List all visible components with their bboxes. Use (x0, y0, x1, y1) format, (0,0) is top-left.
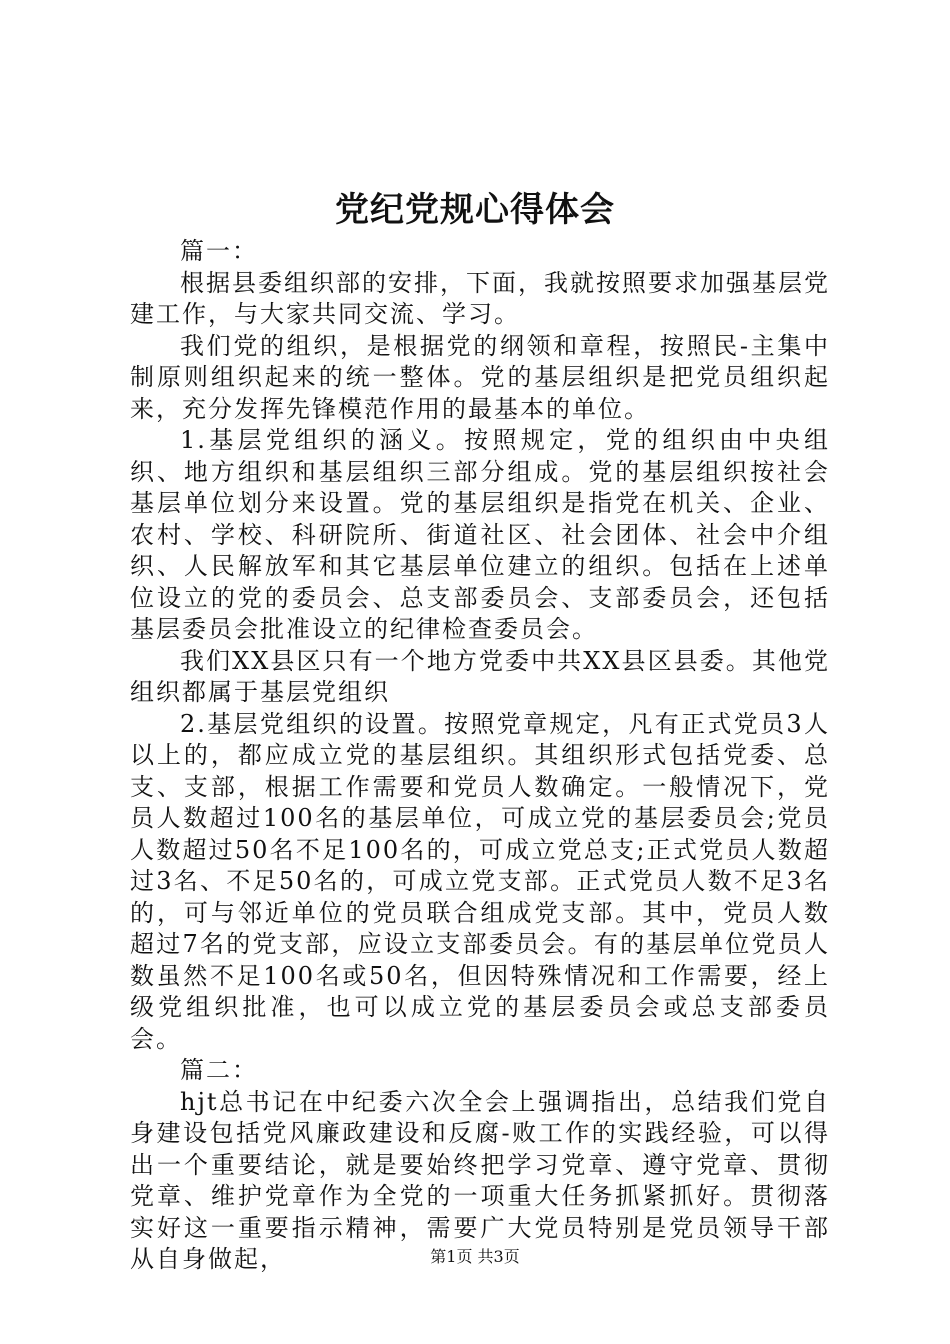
paragraph: 我们XX县区只有一个地方党委中共XX县区县委。其他党组织都属于基层党组织 (130, 646, 830, 706)
document-title: 党纪党规心得体会 (335, 190, 615, 230)
section-heading-two: 篇二： (180, 1056, 258, 1084)
paragraph: 1.基层党组织的涵义。按照规定，党的组织由中央组织、地方组织和基层组织三部分组成。党的基层组织按社会基层单位划分来设置。党的基层组织是指党在机关、企业、农村、学校、科研院所、街道社区、社会团体、社会中介组织、人民解放军和其它基层单位建立的组织。包括在上述单位设立的党的委员会、总支部委员会、支部委员会，还包括基层委员会批准设立的纪律检查委员会。 (130, 426, 830, 643)
paragraph: 我们党的组织，是根据党的纲领和章程，按照民-主集中制原则组织起来的统一整体。党的基层组织是把党员组织起来，充分发挥先锋模范作用的最基本的单位。 (130, 331, 830, 423)
paragraph: 根据县委组织部的安排，下面，我就按照要求加强基层党建工作，与大家共同交流、学习。 (130, 268, 830, 328)
paragraph: 2.基层党组织的设置。按照党章规定，凡有正式党员3人以上的，都应成立党的基层组织。其组织形式包括党委、总支、支部，根据工作需要和党员人数确定。一般情况下，党员人数超过100名的基层单位，可成立党的基层委员会;党员人数超过50名不足100名的，可成立党总支;正式党员人数超过3名、不足50名的，可成立党支部。正式党员人数不足3名的，可与邻近单位的党员联合组成党支部。其中，党员人数超过7名的党支部，应设立支部委员会。有的基层单位党员人数虽然不足100名或50名，但因特殊情况和工作需要，经上级党组织批准，也可以成立党的基层委员会或总支部委员会。 (130, 709, 830, 1053)
page-footer: 第1页 共3页 (430, 1247, 520, 1266)
paragraph: hjt总书记在中纪委六次全会上强调指出，总结我们党自身建设包括党风廉政建设和反腐-败工作的实践经验，可以得出一个重要结论，就是要始终把学习党章、遵守党章、贯彻党章、维护党章作为全党的一项重大任务抓紧抓好。贯彻落实好这一重要指示精神，需要广大党员特别是党员领导干部从自身做起， (130, 1087, 830, 1273)
section-heading-one: 篇一： (180, 237, 258, 265)
document-body (130, 236, 830, 1276)
